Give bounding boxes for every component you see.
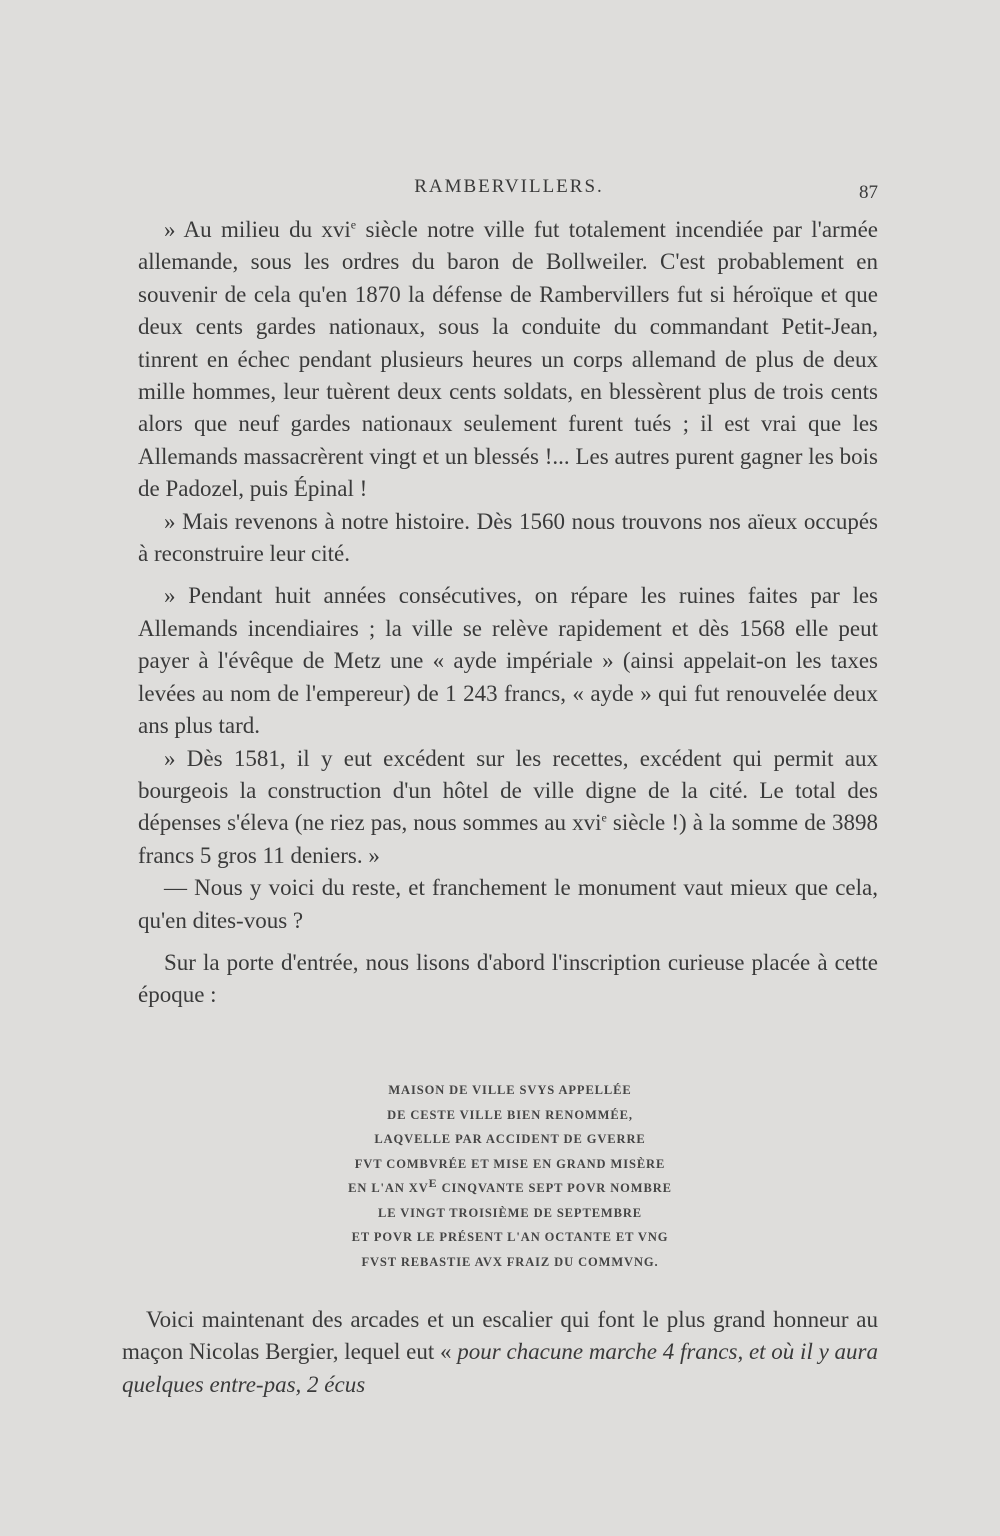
inscription-line: FVST REBASTIE AVX FRAIZ DU COMMVNG.: [361, 1254, 659, 1269]
paragraph-6: Sur la porte d'entrée, nous lisons d'abord l'inscription curieuse placée à cette époque :: [138, 949, 878, 1008]
page-header: [140, 172, 878, 204]
paragraph-5: — Nous y voici du reste, et franchement le monument vaut mieux que cela, qu'en dites-vous ?: [138, 875, 878, 933]
final-paragraph-start: Voici maintenant des arcades et un escalier qui font le plus grand honneur au maçon Nicolas Bergier, lequel eut «: [122, 1307, 878, 1365]
inscription-line: [280, 1176, 740, 1201]
inscription-line: MAISON DE VILLE SVYS APPELLÉE: [388, 1083, 632, 1097]
inscription-line: FVT COMBVRÉE ET MISE EN GRAND MISÈRE: [354, 1156, 666, 1171]
italic-quote: pour chacune marche 4 francs, et où il y aura quelques entre-pas, 2 écus: [122, 1339, 878, 1397]
inscription-line: DE CESTE VILLE BIEN RENOMMÉE,: [387, 1107, 633, 1122]
paragraph-3: » Pendant huit années consécutives, on répare les ruines faites par les Allemands incendiaires ; la ville se relève rapidement et dès 1568 elle peut payer à l'évêque de Metz une « ayde impériale » (ainsi appelait-on les taxes levées au nom de l'empereur) de 1 243 francs, « ayde » qui fut renouvelée deux ans plus tard.: [138, 583, 878, 739]
paragraph-1-end: siècle notre ville fut totalement incendiée par l'armée allemande, sous les ordres du baron de Bollweiler. C'est probablement en souvenir de cela qu'en 1870 la défense de Rambervillers fut si héroïque et que deux cents gardes nationaux, sous la conduite du commandant Petit-Jean, tinrent en échec pendant plusieurs heures un corps allemand de plus de deux mille hommes, leur tuèrent deux cents soldats, en blessèrent plus de trois cents alors que neuf gardes nationaux seulement furent tués ; il est vrai que les Allemands massacrèrent vingt et un blessés !... Les autres purent gagner les bois de Padozel, puis Épinal !: [138, 217, 878, 502]
paragraph-1: [138, 214, 878, 506]
century-numeral: xvi: [572, 810, 602, 836]
final-paragraph: [122, 1304, 878, 1401]
inscription-line: ET POVR LE PRÉSENT L'AN OCTANTE ET VNG: [351, 1230, 669, 1244]
inscription-line-end: CINQVANTE SEPT POVR NOMBRE: [437, 1181, 672, 1195]
paragraph-2: » Mais revenons à notre histoire. Dès 1560 nous trouvons nos aïeux occupés à reconstruire leur cité.: [138, 508, 878, 567]
inscription-line: LAQVELLE PAR ACCIDENT DE GVERRE: [374, 1132, 646, 1146]
inscription-block: [280, 1078, 740, 1274]
inscription-line-start: EN L'AN XV: [348, 1181, 429, 1195]
final-text: [122, 1304, 878, 1401]
century-numeral: xvi: [321, 217, 351, 242]
inscription-line: LE VINGT TROISIÈME DE SEPTEMBRE: [377, 1205, 643, 1220]
main-text: [138, 214, 878, 1012]
page-number: 87: [859, 182, 878, 203]
superscript: e: [350, 217, 357, 232]
paragraph-4-end: siècle !) à la somme de 3898 francs 5 gros 11 deniers. »: [138, 810, 878, 868]
superscript: e: [601, 810, 607, 825]
running-title: RAMBERVILLERS.: [414, 176, 604, 197]
paragraph-4-start: » Dès 1581, il y eut excédent sur les recettes, excédent qui permit aux bourgeois la construction d'un hôtel de ville digne de la cité. Le total des dépenses s'éleva (ne riez pas, nous sommes au: [138, 745, 878, 836]
superscript: E: [428, 1175, 438, 1190]
paragraph-4: [138, 743, 878, 873]
paragraph-1-start: » Au milieu du: [164, 217, 322, 242]
